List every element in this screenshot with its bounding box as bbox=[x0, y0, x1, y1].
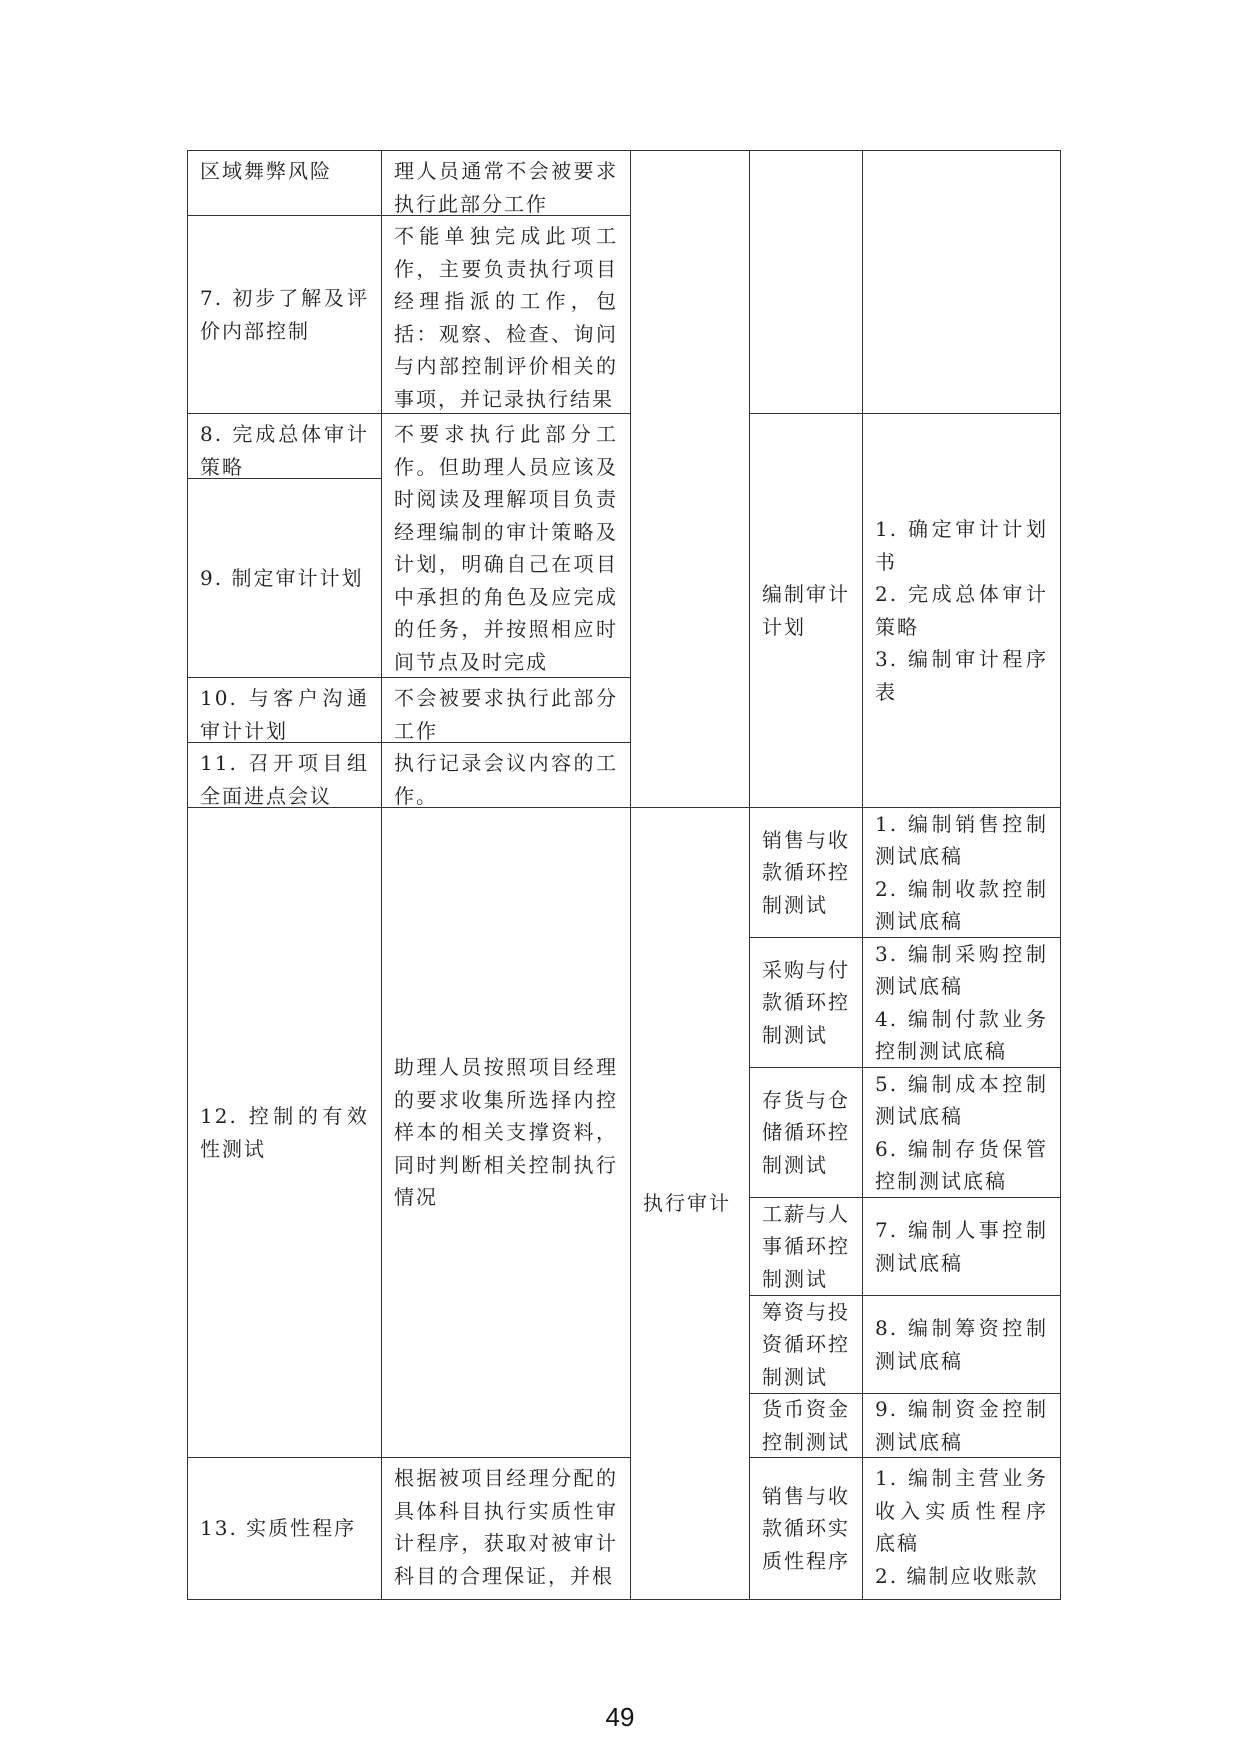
table-cell-responsibility: 不要求执行此部分工作。但助理人员应该及时阅读及理解项目负责经理编制的审计策略及计划，明确自己在项目中承担的角色及应完成的任务，并按照相应时间节点及时完成 bbox=[394, 422, 618, 674]
table-cell-subtask: 销售与收款循环控制测试 bbox=[762, 827, 850, 917]
table-cell-deliverables bbox=[863, 1068, 1060, 1197]
table-cell-task: 10. 与客户沟通审计计划 bbox=[200, 686, 369, 742]
table-cell-subtask: 工薪与人事循环控制测试 bbox=[762, 1201, 850, 1291]
table-cell-subtask: 筹资与投资循环控制测试 bbox=[762, 1299, 850, 1389]
table-border-right bbox=[1060, 150, 1061, 1600]
table-cell-deliverables bbox=[863, 808, 1060, 937]
table-cell-task: 9. 制定审计计划 bbox=[200, 565, 364, 590]
table-cell-responsibility: 不能单独完成此项工作，主要负责执行项目经理指派的工作，包括：观察、检查、询问与内部控制评价相关的事项，并记录执行结果 bbox=[394, 224, 618, 411]
table-cell-deliverables bbox=[863, 1458, 1060, 1599]
table-cell-responsibility: 不会被要求执行此部分工作 bbox=[394, 686, 618, 742]
deliverable-item: 1. 编制主营业务收入实质性程序底稿 bbox=[875, 1466, 1048, 1555]
deliverable-item: 2. 编制应收账款 bbox=[875, 1563, 1039, 1588]
table-cell-deliverables bbox=[863, 1296, 1060, 1393]
deliverable-item: 3. 编制审计程序表 bbox=[875, 647, 1048, 704]
table-cell-deliverables bbox=[863, 1198, 1060, 1295]
table-cell-task: 12. 控制的有效性测试 bbox=[200, 1104, 369, 1161]
table-cell-task: 区域舞弊风险 bbox=[200, 159, 332, 183]
table-border-bottom bbox=[187, 1599, 1061, 1600]
table-cell-responsibility: 根据被项目经理分配的具体科目执行实质性审计程序，获取对被审计科目的合理保证，并根 bbox=[394, 1466, 618, 1588]
page-number: 49 bbox=[605, 1702, 635, 1732]
table-cell-task: 11. 召开项目组全面进点会议 bbox=[200, 751, 369, 807]
deliverable-item: 5. 编制成本控制测试底稿 bbox=[875, 1071, 1048, 1128]
deliverable-item: 8. 编制筹资控制测试底稿 bbox=[875, 1316, 1048, 1373]
table-cell-responsibility: 助理人员按照项目经理的要求收集所选择内控样本的相关支撑资料，同时判断相关控制执行情况 bbox=[394, 1055, 618, 1210]
table-cell-responsibility: 执行记录会议内容的工作。 bbox=[394, 751, 618, 807]
deliverable-item: 6. 编制存货保管控制测试底稿 bbox=[875, 1136, 1048, 1193]
table-cell-responsibility: 理人员通常不会被要求执行此部分工作 bbox=[394, 159, 618, 215]
deliverable-item: 4. 编制付款业务控制测试底稿 bbox=[875, 1006, 1048, 1063]
deliverable-item: 9. 编制资金控制测试底稿 bbox=[875, 1397, 1048, 1454]
deliverable-item: 2. 编制收款控制测试底稿 bbox=[875, 876, 1048, 933]
table-cell-phase: 执行审计 bbox=[643, 1191, 731, 1216]
table-cell-subtask: 编制审计计划 bbox=[762, 582, 850, 639]
table-cell-task: 7. 初步了解及评价内部控制 bbox=[200, 286, 369, 343]
deliverable-item: 1. 编制销售控制测试底稿 bbox=[875, 811, 1048, 868]
audit-task-table bbox=[187, 150, 1061, 1600]
deliverable-item: 7. 编制人事控制测试底稿 bbox=[875, 1218, 1048, 1275]
deliverable-item: 2. 完成总体审计策略 bbox=[875, 582, 1048, 639]
table-cell-subtask: 采购与付款循环控制测试 bbox=[762, 957, 850, 1047]
table-cell-deliverables bbox=[863, 414, 1060, 807]
table-cell-deliverables bbox=[863, 1394, 1060, 1457]
table-cell-subtask: 货币资金控制测试 bbox=[762, 1397, 850, 1454]
table-cell-subtask: 存货与仓储循环控制测试 bbox=[762, 1087, 850, 1177]
table-cell-deliverables bbox=[863, 938, 1060, 1067]
deliverable-item: 3. 编制采购控制测试底稿 bbox=[875, 941, 1048, 998]
table-cell-task: 13. 实质性程序 bbox=[200, 1516, 357, 1541]
table-cell-task: 8. 完成总体审计策略 bbox=[200, 422, 369, 478]
table-cell-subtask: 销售与收款循环实质性程序 bbox=[762, 1483, 850, 1573]
deliverable-item: 1. 确定审计计划书 bbox=[875, 517, 1048, 574]
